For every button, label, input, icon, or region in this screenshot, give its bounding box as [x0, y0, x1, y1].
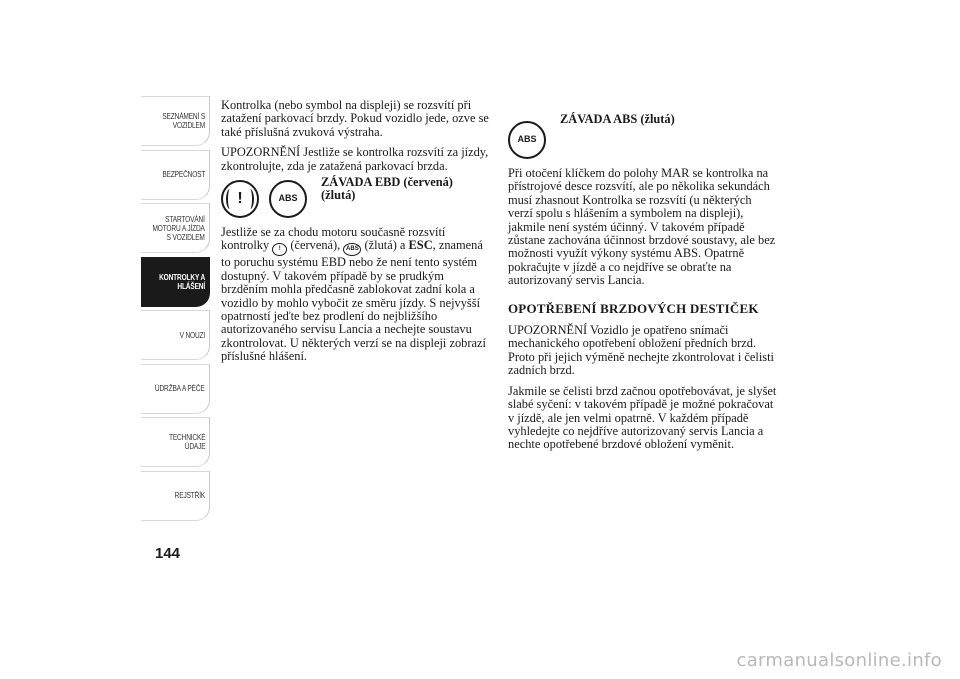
tab-rejstrik[interactable]	[141, 471, 210, 521]
page-number: 144	[155, 545, 181, 562]
tab-label: ÚDRŽBA A PÉČE	[155, 384, 205, 393]
abs-warning-header	[508, 113, 778, 159]
tab-label: SEZNÁMENÍ S VOZIDLEM	[162, 112, 205, 130]
tab-label: REJSTŘÍK	[174, 491, 205, 500]
tab-v-nouzi[interactable]	[141, 310, 210, 360]
abs-warning-icon: ABS	[269, 180, 307, 218]
ebd-warning-header	[221, 175, 491, 218]
ebd-title: ZÁVADA EBD (červená) (žlutá)	[321, 175, 453, 203]
brake-warning-icon: !	[221, 180, 259, 218]
tab-label: TECHNICKÉ ÚDAJE	[168, 433, 205, 451]
abs-inline-icon: ABS	[343, 243, 361, 256]
paragraph: UPOZORNĚNÍ Vozidlo je opatřeno snímači mechanického opotřebení obložení předních brzd. Proto při jejich výměně nechejte zkontrolovat i čelisti zadních brzd.	[508, 323, 774, 378]
tab-bezpecnost[interactable]	[141, 150, 210, 200]
paragraph: Jestliže se za chodu motoru současně rozsvítí kontrolky ! (červená), ABS (žlutá) a ESC, znamená to poruchu systému EBD nebo že není tento systém dostupný. V takovém případě by se prudkým brzděním mohla předčasně zablokovat zadní kola a vozidlo by mohlo vybočit ze směru jízdy. S nejvyšší opatrností jeďte bez prodlení do nejbližšího autorizovaného servisu Lancia a nechejte soustavu zkontrolovat. U některých verzí se na displeji zobrazí příslušné hlášení.	[221, 225, 486, 364]
tab-udrzba[interactable]	[141, 364, 210, 414]
brake-inline-icon: !	[272, 243, 287, 256]
tab-label: V NOUZI	[179, 330, 205, 340]
abs-title: ZÁVADA ABS (žlutá)	[560, 112, 675, 126]
tab-kontrolky[interactable]	[141, 257, 210, 307]
paragraph: Při otočení klíčkem do polohy MAR se kontrolka na přístrojové desce rozsvítí, ale po několika sekundách musí zhasnout Kontrolka se rozsvítí (u některých verzí spolu s hlášením a symbolem na displeji), jakmile není systém účinný. V takovém případě zůstane zachována účinnost brzdové soustavy, ale bez možnosti využít výkony systému ABS. Opatrně pokračujte v jízdě a co nejdříve se obraťte na autorizovaný servis Lancia.	[508, 166, 776, 288]
tab-label: KONTROLKY A HLÁŠENÍ	[159, 272, 205, 291]
tab-seznameni[interactable]	[141, 96, 210, 146]
paragraph: UPOZORNĚNÍ Jestliže se kontrolka rozsvítí za jízdy, zkontrolujte, zda je zatažená parkovací brzda.	[221, 145, 489, 173]
paragraph: Kontrolka (nebo symbol na displeji) se rozsvítí při zatažení parkovací brzdy. Pokud vozidlo jede, ozve se také příslušná zvuková výstraha.	[221, 98, 489, 139]
abs-warning-icon: ABS	[508, 121, 546, 159]
paragraph: Jakmile se čelisti brzd začnou opotřebovávat, je slyšet slabé syčení: v takovém případě je možné pokračovat v jízdě, ale jen velmi opatrně. V každém případě vyhledejte co nejdříve autorizovaný servis Lancia a nechte opotřebené brzdové obložení vyměnit.	[508, 383, 777, 452]
left-column	[221, 99, 491, 371]
section-heading: OPOTŘEBENÍ BRZDOVÝCH DESTIČEK	[508, 300, 759, 316]
tab-label: STARTOVÁNÍ MOTORU A JÍZDA S VOZIDLEM	[152, 214, 205, 242]
chapter-sidebar	[141, 96, 210, 524]
tab-technicke[interactable]	[141, 417, 210, 467]
tab-label: BEZPEČNOST	[162, 170, 205, 179]
right-column	[508, 113, 778, 459]
watermark: carmanualsonline.info	[736, 650, 942, 671]
tab-startovani[interactable]	[141, 203, 210, 253]
